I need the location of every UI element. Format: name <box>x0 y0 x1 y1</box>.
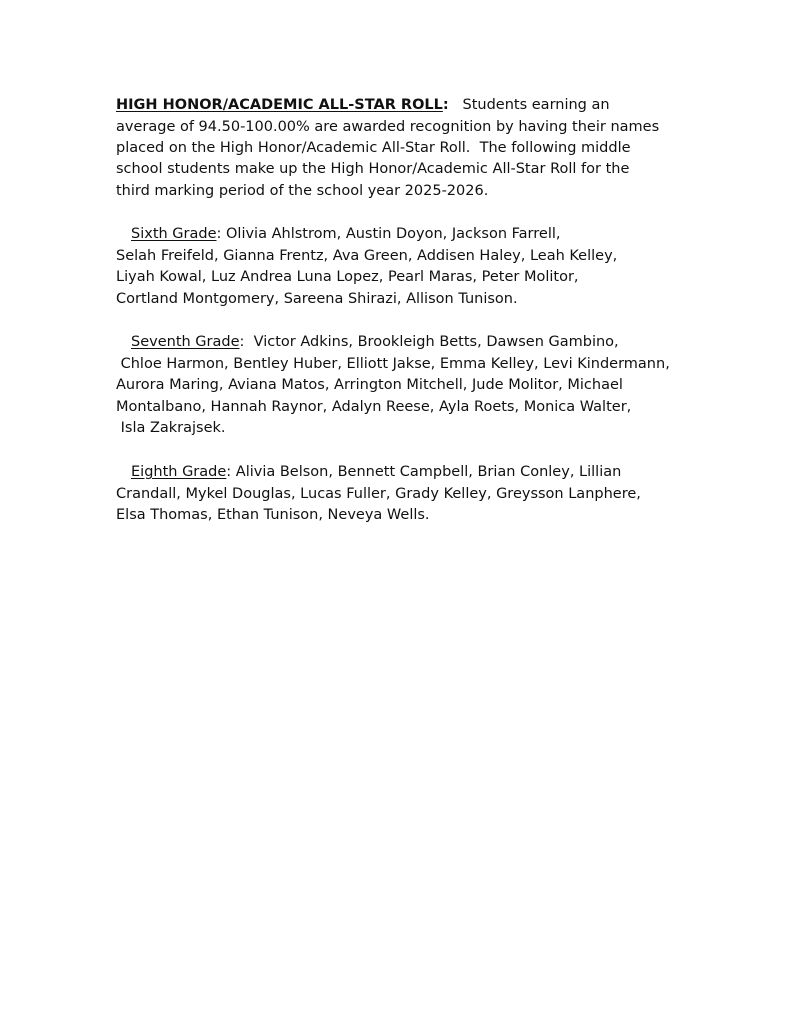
seventh-grade-line-2: Chloe Harmon, Bentley Huber, Elliott Jakse, Emma Kelley, Levi Kindermann, <box>116 356 670 372</box>
seventh-grade-line-4: Montalbano, Hannah Raynor, Adalyn Reese, Ayla Roets, Monica Walter, <box>116 399 632 415</box>
seventh-grade-line-1 <box>131 332 619 353</box>
eighth-grade-line-2: Crandall, Mykel Douglas, Lucas Fuller, Grady Kelley, Greysson Lanphere, <box>116 486 641 502</box>
intro-line-3: placed on the High Honor/Academic All-Star Roll. The following middle <box>116 140 631 156</box>
heading-colon: : <box>442 97 449 113</box>
seventh-grade-line-5: Isla Zakrajsek. <box>116 420 226 436</box>
sixth-grade-label: Sixth Grade <box>131 226 217 242</box>
eighth-grade-line-1 <box>131 462 621 483</box>
seventh-grade-line-3: Aurora Maring, Aviana Matos, Arrington Mitchell, Jude Molitor, Michael <box>116 377 623 393</box>
intro-line-1 <box>116 95 610 116</box>
sixth-grade-line-3: Liyah Kowal, Luz Andrea Luna Lopez, Pearl Maras, Peter Molitor, <box>116 269 579 285</box>
seventh-grade-line-1-text: : Victor Adkins, Brookleigh Betts, Dawsen Gambino, <box>239 334 619 350</box>
intro-line-1-text: Students earning an <box>448 97 610 113</box>
eighth-grade-line-1-text: : Alivia Belson, Bennett Campbell, Brian Conley, Lillian <box>226 464 622 480</box>
intro-line-5: third marking period of the school year 2025-2026. <box>116 183 489 199</box>
intro-line-4: school students make up the High Honor/Academic All-Star Roll for the <box>116 161 630 177</box>
sixth-grade-line-1-text: : Olivia Ahlstrom, Austin Doyon, Jackson Farrell, <box>216 226 561 242</box>
eighth-grade-label: Eighth Grade <box>131 464 227 480</box>
eighth-grade-line-3: Elsa Thomas, Ethan Tunison, Neveya Wells. <box>116 507 430 523</box>
sixth-grade-line-1 <box>131 224 560 245</box>
honor-roll-heading: HIGH HONOR/ACADEMIC ALL-STAR ROLL <box>116 97 443 113</box>
seventh-grade-label: Seventh Grade <box>131 334 240 350</box>
sixth-grade-line-4: Cortland Montgomery, Sareena Shirazi, Allison Tunison. <box>116 291 518 307</box>
sixth-grade-line-2: Selah Freifeld, Gianna Frentz, Ava Green, Addisen Haley, Leah Kelley, <box>116 248 618 264</box>
intro-line-2: average of 94.50-100.00% are awarded recognition by having their names <box>116 119 660 135</box>
